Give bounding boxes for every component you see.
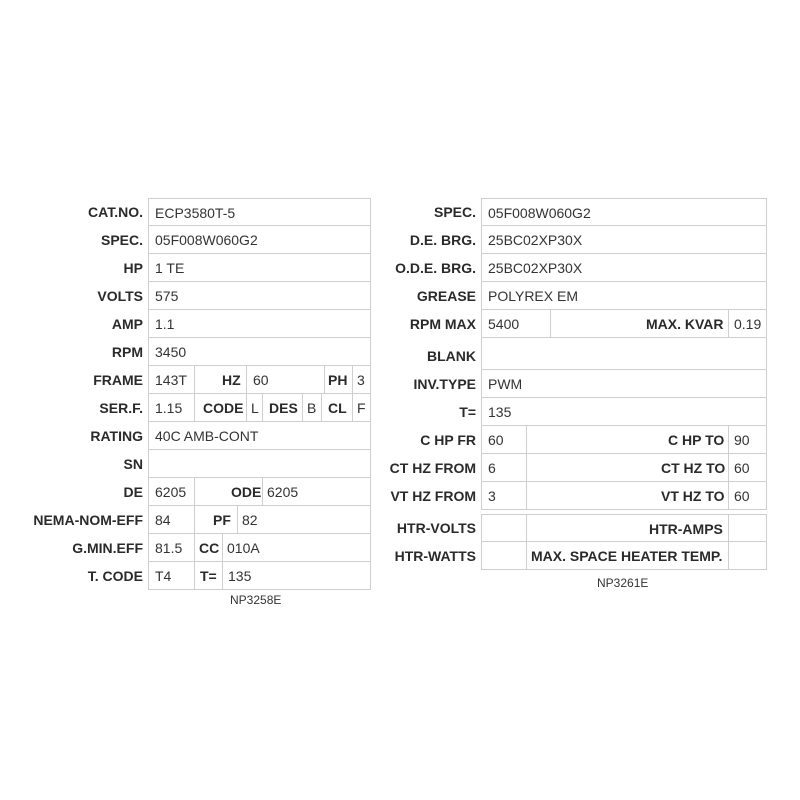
field-ode-brg — [481, 254, 767, 282]
field-frame — [148, 366, 371, 394]
divider — [321, 394, 322, 422]
divider — [194, 394, 195, 422]
label-grease: GREASE — [416, 288, 476, 304]
label-t-eq: T= — [459, 404, 476, 420]
value-t-eq: 135 — [488, 404, 512, 420]
value-c-hp-to: 90 — [734, 432, 750, 448]
caption-np3261e: NP3261E — [597, 576, 649, 590]
label-t-eq: T= — [200, 568, 217, 584]
label-vt-hz-to: VT HZ TO — [661, 488, 725, 504]
divider — [526, 454, 527, 482]
label-blank: BLANK — [427, 348, 476, 364]
divider — [262, 394, 263, 422]
label-g-min-eff: G.MIN.EFF — [72, 540, 143, 556]
label-de: DE — [123, 484, 143, 500]
value-g-min-eff: 81.5 — [155, 540, 183, 556]
field-hp — [148, 254, 371, 282]
divider — [222, 562, 223, 590]
value-rpm: 3450 — [155, 344, 187, 360]
field-cat-no — [148, 198, 371, 226]
value-code: L — [251, 400, 259, 416]
field-rpm-max — [481, 310, 767, 338]
value-cl: F — [357, 400, 366, 416]
value-t-eq: 135 — [228, 568, 252, 584]
divider — [526, 515, 527, 543]
label-amp: AMP — [111, 316, 143, 332]
field-amp — [148, 310, 371, 338]
field-sn — [148, 450, 371, 478]
divider — [246, 394, 247, 422]
label-volts: VOLTS — [97, 288, 143, 304]
label-ph: PH — [328, 372, 348, 388]
value-spec: 05F008W060G2 — [488, 205, 591, 221]
label-c-hp-fr: C HP FR — [420, 432, 476, 448]
label-des: DES — [269, 400, 298, 416]
value-nema-nom-eff: 84 — [155, 512, 171, 528]
divider — [194, 478, 195, 506]
divider — [237, 506, 238, 534]
field-rpm — [148, 338, 371, 366]
value-grease: POLYREX EM — [488, 288, 578, 304]
divider — [352, 366, 353, 394]
label-nema-nom-eff: NEMA-NOM-EFF — [33, 512, 143, 528]
value-des: B — [307, 400, 317, 416]
value-c-hp-fr: 60 — [488, 432, 504, 448]
value-vt-hz-to: 60 — [734, 488, 750, 504]
field-vt-hz — [481, 482, 767, 510]
field-ser-f — [148, 394, 371, 422]
field-g-min-eff — [148, 534, 371, 562]
value-frame: 143T — [155, 372, 187, 388]
label-max-space-heater-temp: MAX. SPACE HEATER TEMP. — [531, 548, 723, 564]
label-cat-no: CAT.NO. — [88, 204, 143, 220]
value-de-brg: 25BC02XP30X — [488, 232, 583, 248]
label-pf: PF — [213, 512, 231, 528]
label-spec: SPEC. — [433, 204, 476, 220]
value-cc: 010A — [227, 540, 260, 556]
label-spec: SPEC. — [100, 232, 143, 248]
divider — [728, 515, 729, 543]
label-hp: HP — [123, 260, 143, 276]
value-vt-hz-from: 3 — [488, 488, 496, 504]
value-volts: 575 — [155, 288, 179, 304]
divider — [728, 482, 729, 510]
label-rating: RATING — [90, 428, 143, 444]
field-nema-nom-eff — [148, 506, 371, 534]
caption-np3258e: NP3258E — [230, 593, 282, 607]
divider — [194, 506, 195, 534]
label-rpm: RPM — [111, 344, 143, 360]
label-ode-brg: O.D.E. BRG. — [395, 260, 476, 276]
divider — [194, 534, 195, 562]
value-pf: 82 — [242, 512, 258, 528]
divider — [550, 310, 551, 338]
value-amp: 1.1 — [155, 316, 175, 332]
value-spec: 05F008W060G2 — [155, 232, 258, 248]
label-sn: SN — [123, 456, 143, 472]
value-ode-brg: 25BC02XP30X — [488, 260, 583, 276]
label-htr-volts: HTR-VOLTS — [396, 520, 476, 536]
label-max-kvar: MAX. KVAR — [646, 316, 724, 332]
divider — [728, 310, 729, 338]
field-ct-hz — [481, 454, 767, 482]
field-volts — [148, 282, 371, 310]
label-ser-f: SER.F. — [99, 400, 143, 416]
label-inv-type: INV.TYPE — [413, 376, 476, 392]
value-ct-hz-from: 6 — [488, 460, 496, 476]
divider — [194, 366, 195, 394]
field-c-hp — [481, 426, 767, 454]
field-blank — [481, 338, 767, 370]
divider — [728, 426, 729, 454]
divider — [728, 542, 729, 570]
field-rating — [148, 422, 371, 450]
value-t-code: T4 — [155, 568, 172, 584]
value-hp: 1 TE — [155, 260, 185, 276]
label-cl: CL — [328, 400, 347, 416]
value-ser-f: 1.15 — [155, 400, 183, 416]
label-de-brg: D.E. BRG. — [409, 232, 476, 248]
label-rpm-max: RPM MAX — [409, 316, 476, 332]
value-rpm-max: 5400 — [488, 316, 520, 332]
divider — [262, 478, 263, 506]
label-code: CODE — [203, 400, 244, 416]
label-t-code: T. CODE — [87, 568, 143, 584]
divider — [352, 394, 353, 422]
field-t-eq — [481, 398, 767, 426]
label-htr-amps: HTR-AMPS — [649, 521, 723, 537]
field-htr-volts — [481, 514, 767, 542]
divider — [324, 366, 325, 394]
label-cc: CC — [199, 540, 220, 556]
divider — [728, 454, 729, 482]
label-ct-hz-from: CT HZ FROM — [389, 460, 476, 476]
field-grease — [481, 282, 767, 310]
label-frame: FRAME — [93, 372, 143, 388]
divider — [526, 426, 527, 454]
field-t-code — [148, 562, 371, 590]
divider — [526, 482, 527, 510]
value-max-kvar: 0.19 — [734, 316, 762, 332]
label-vt-hz-from: VT HZ FROM — [390, 488, 476, 504]
label-hz: HZ — [222, 372, 241, 388]
divider — [302, 394, 303, 422]
divider — [526, 542, 527, 570]
value-ct-hz-to: 60 — [734, 460, 750, 476]
value-inv-type: PWM — [488, 376, 523, 392]
field-spec — [148, 226, 371, 254]
field-spec — [481, 198, 767, 226]
label-ct-hz-to: CT HZ TO — [661, 460, 726, 476]
divider — [222, 534, 223, 562]
value-rating: 40C AMB-CONT — [155, 428, 259, 444]
value-ode: 6205 — [267, 484, 299, 500]
label-ode: ODE — [231, 484, 262, 500]
field-de — [148, 478, 371, 506]
value-ph: 3 — [357, 372, 365, 388]
value-cat-no: ECP3580T-5 — [155, 205, 236, 221]
label-htr-watts: HTR-WATTS — [394, 548, 476, 564]
value-de: 6205 — [155, 484, 187, 500]
field-inv-type — [481, 370, 767, 398]
field-de-brg — [481, 226, 767, 254]
label-c-hp-to: C HP TO — [668, 432, 725, 448]
field-htr-watts — [481, 542, 767, 570]
divider — [246, 366, 247, 394]
divider — [194, 562, 195, 590]
value-hz: 60 — [253, 372, 269, 388]
